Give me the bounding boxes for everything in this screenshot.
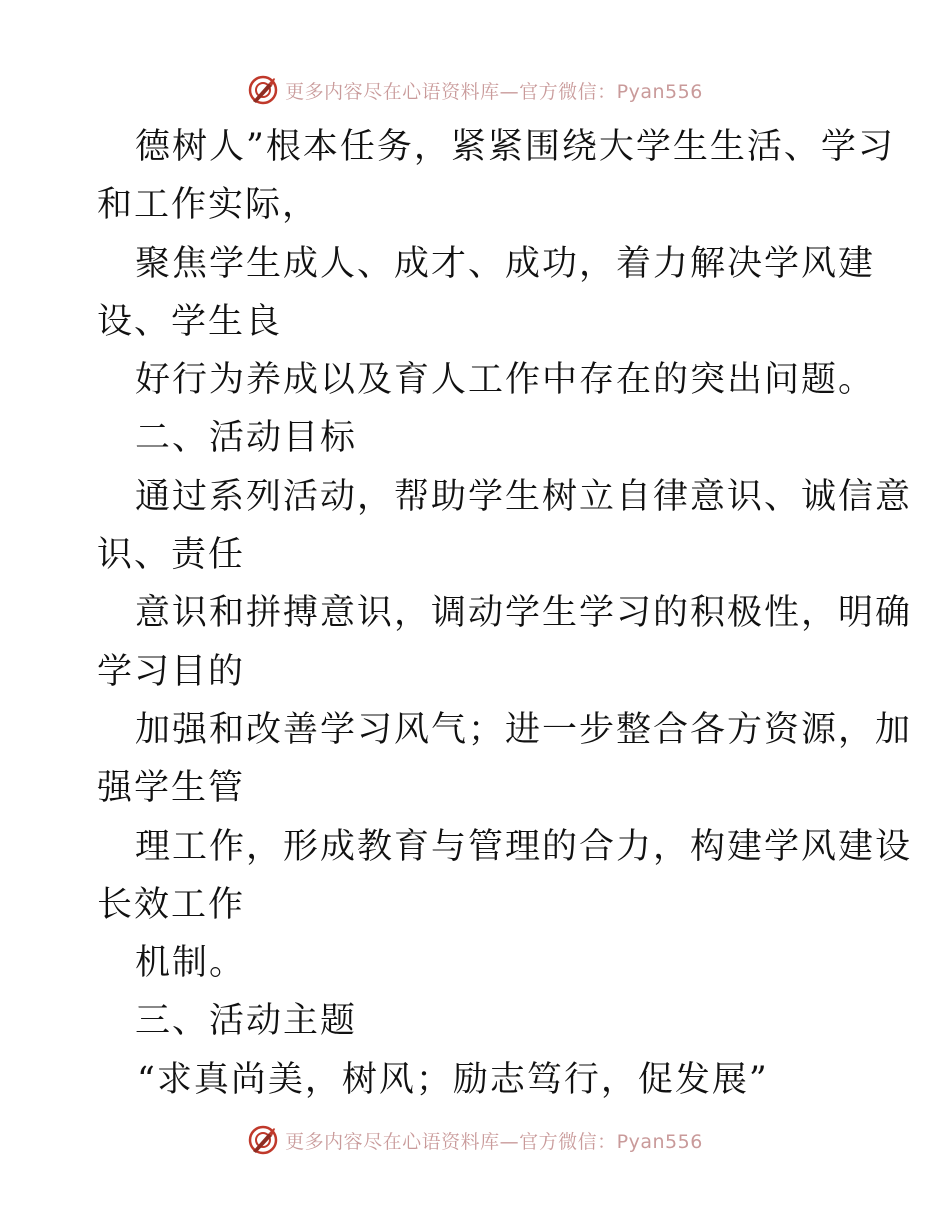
paragraph-line: 德树人”根本任务，紧紧围绕大学生生活、学习 bbox=[135, 127, 895, 167]
paragraph-line: 机制。 bbox=[135, 943, 247, 984]
document-body bbox=[97, 118, 913, 1109]
paragraph-line: 强学生管 bbox=[97, 768, 246, 809]
paragraph-line: 通过系列活动，帮助学生树立自律意识、诚信意 bbox=[135, 476, 913, 517]
pen-logo-icon bbox=[247, 74, 279, 106]
paragraph-line: 理工作，形成教育与管理的合力，构建学风建设 bbox=[135, 826, 913, 867]
pen-logo-icon bbox=[247, 1124, 279, 1156]
section-heading: 三、活动主题 bbox=[135, 1001, 358, 1042]
header-watermark bbox=[0, 70, 950, 110]
theme-line: “求真尚美，树风；励志笃行，促发展” bbox=[137, 1059, 769, 1100]
paragraph-line: 意识和拼搏意识，调动学生学习的积极性，明确 bbox=[135, 593, 913, 634]
section-heading: 二、活动目标 bbox=[135, 418, 358, 459]
footer-watermark bbox=[0, 1120, 950, 1160]
paragraph-line: 加强和改善学习风气；进一步整合各方资源，加 bbox=[135, 709, 913, 750]
paragraph-line: 长效工作 bbox=[97, 884, 246, 925]
paragraph-line: 聚焦学生成人、成才、成功，着力解决学风建 bbox=[135, 243, 876, 284]
paragraph-line: 学习目的 bbox=[97, 651, 246, 692]
header-watermark-text: 更多内容尽在心语资料库—官方微信：Pyan556 bbox=[285, 80, 703, 103]
paragraph-line: 设、学生良 bbox=[97, 301, 283, 342]
paragraph-line: 好行为养成以及育人工作中存在的突出问题。 bbox=[135, 360, 876, 401]
paragraph-line: 和工作实际， bbox=[97, 185, 320, 226]
paragraph-line: 识、责任 bbox=[97, 535, 246, 576]
footer-watermark-text: 更多内容尽在心语资料库—官方微信：Pyan556 bbox=[285, 1130, 703, 1153]
